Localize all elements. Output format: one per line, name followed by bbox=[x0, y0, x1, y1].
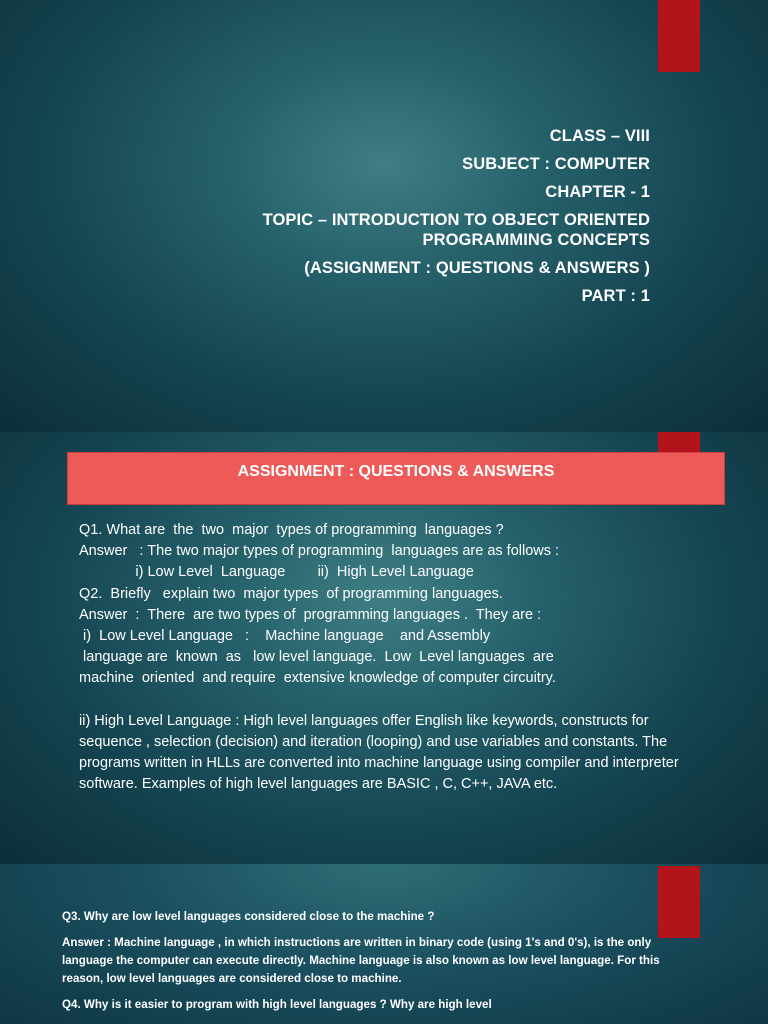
topic-heading-line1: TOPIC – INTRODUCTION TO OBJECT ORIENTED bbox=[262, 211, 650, 229]
answer-2-low-level-line1: i) Low Level Language : Machine language and Assembly bbox=[79, 628, 491, 645]
topic-heading-line2: PROGRAMMING CONCEPTS bbox=[422, 231, 650, 249]
question-3: Q3. Why are low level languages considered close to the machine ? bbox=[62, 910, 435, 923]
part-heading: PART : 1 bbox=[581, 287, 650, 305]
answer-2: Answer : There are two types of programming languages . They are : bbox=[79, 606, 542, 623]
assignment-slide-2 bbox=[0, 864, 768, 1024]
qa-content bbox=[79, 520, 699, 795]
subject-heading: SUBJECT : COMPUTER bbox=[462, 155, 650, 173]
title-slide bbox=[0, 0, 768, 432]
answer-2-low-level-line2: language are known as low level language. Low Level languages are bbox=[79, 649, 554, 666]
title-block bbox=[130, 122, 650, 310]
question-1: Q1. What are the two major types of programming languages ? bbox=[79, 522, 504, 538]
assignment-slide-1 bbox=[0, 432, 768, 864]
answer-2-low-level-line3: machine oriented and require extensive knowledge of computer circuitry. bbox=[79, 670, 556, 687]
answer-1: Answer : The two major types of programming languages are as follows : bbox=[79, 543, 560, 560]
question-4: Q4. Why is it easier to program with high level languages ? Why are high level bbox=[62, 998, 492, 1011]
assignment-heading: (ASSIGNMENT : QUESTIONS & ANSWERS ) bbox=[304, 259, 650, 277]
red-accent-tab bbox=[658, 432, 700, 452]
assignment-banner: ASSIGNMENT : QUESTIONS & ANSWERS bbox=[67, 452, 725, 505]
chapter-heading: CHAPTER - 1 bbox=[545, 183, 650, 201]
class-heading: CLASS – VIII bbox=[549, 127, 650, 145]
qa-content-2 bbox=[62, 908, 692, 1014]
answer-3: Answer : Machine language , in which instructions are written in binary code (using 1's and 0's), is the only language the computer can execute directly. Machine language is also known as low level language. For this reason, low level languages are considered close to machine. bbox=[62, 936, 660, 985]
red-accent-tab bbox=[658, 0, 700, 72]
answer-2-high-level: ii) High Level Language : High level languages offer English like keywords, constructs for sequence , selection (decision) and iteration (looping) and use variables and constants. The programs written in HLLs are converted into machine language using compiler and interpreter software. Examples of high level languages are BASIC , C, C++, JAVA etc. bbox=[79, 712, 679, 793]
answer-1-types: i) Low Level Language ii) High Level Language bbox=[79, 564, 474, 581]
question-2: Q2. Briefly explain two major types of programming languages. bbox=[79, 585, 503, 602]
